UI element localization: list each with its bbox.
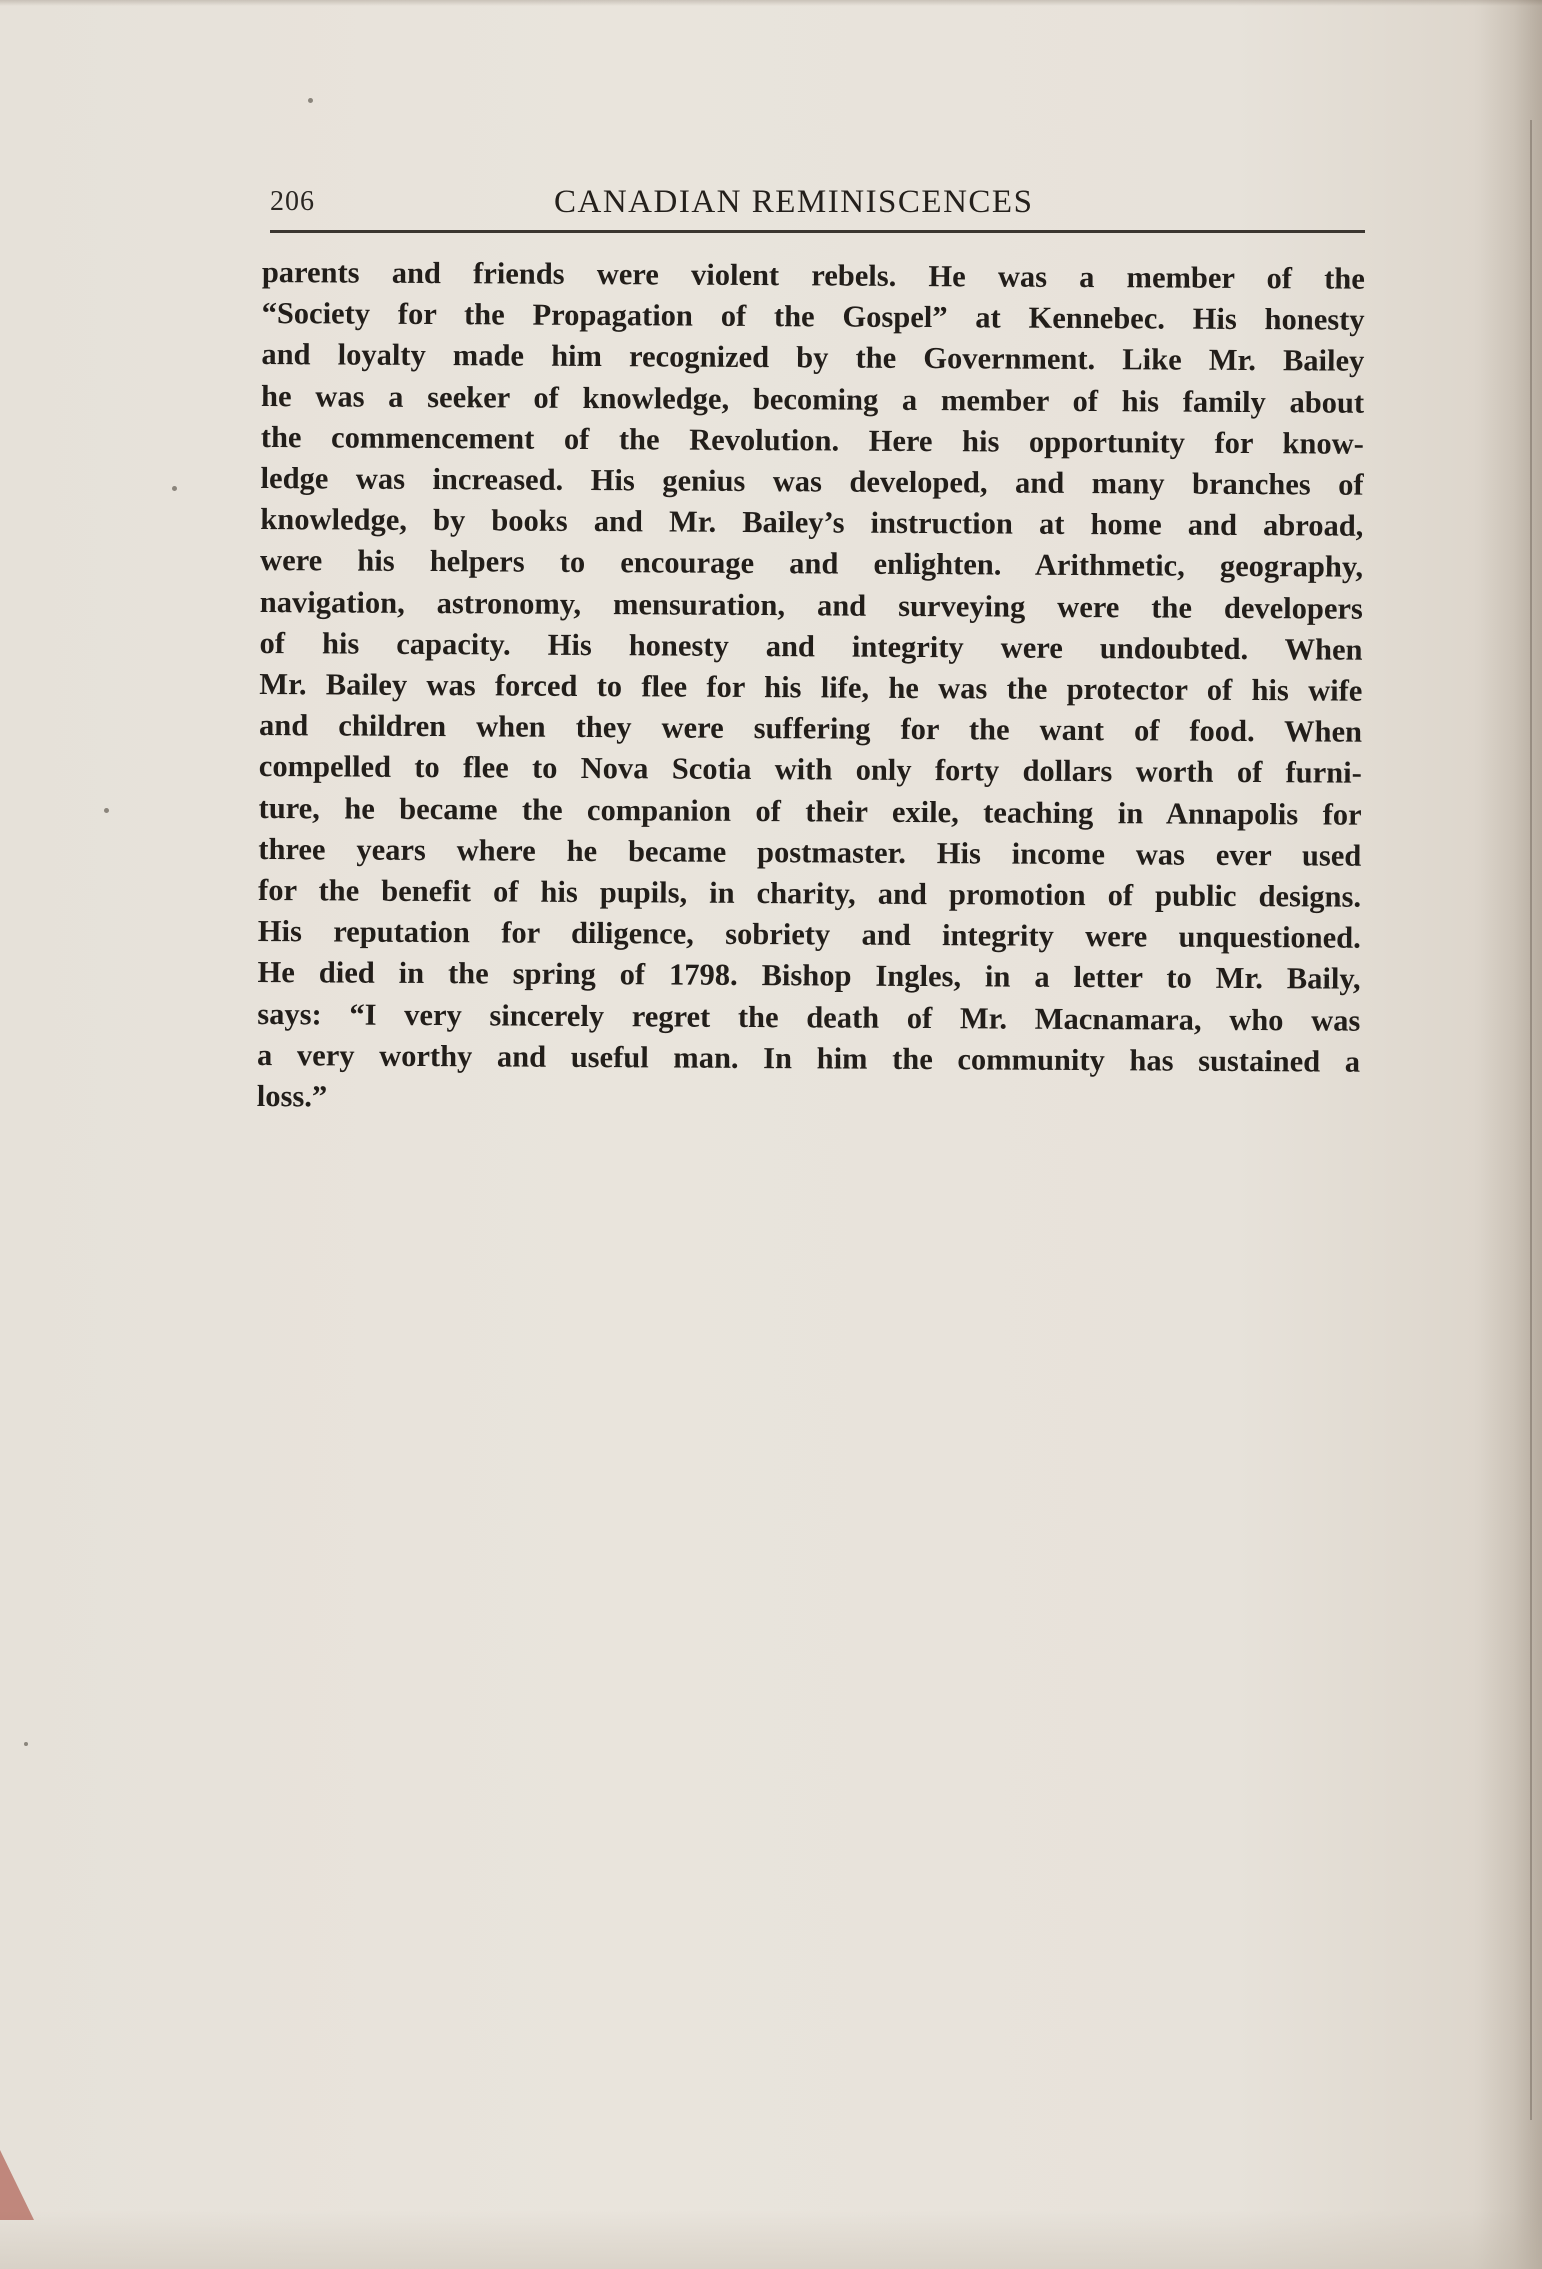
text-line: three years where he became postmaster. His income was ever used: [258, 831, 1362, 873]
paper-speck: [24, 1742, 28, 1746]
page-header: [270, 178, 1365, 238]
text-line: ture, he became the companion of their exile, teaching in Annapolis for: [258, 790, 1362, 832]
text-line: compelled to flee to Nova Scotia with only forty dollars worth of furni-: [258, 749, 1362, 791]
text-line: Mr. Bailey was forced to flee for his life, he was the protector of his wife: [259, 667, 1363, 708]
text-line: ledge was increased. His genius was developed, and many branches of: [260, 461, 1364, 502]
text-line: navigation, astronomy, mensuration, and surveying were the developers: [259, 584, 1363, 626]
running-title: CANADIAN REMINISCENCES: [554, 184, 1034, 220]
text-line: and loyalty made him recognized by the Government. Like Mr. Bailey: [261, 337, 1365, 379]
text-line-last: loss.”: [256, 1079, 328, 1114]
text-line: he was a seeker of knowledge, becoming a member of his family about: [261, 378, 1365, 420]
text-line: knowledge, by books and Mr. Bailey’s instruction at home and abroad,: [260, 502, 1364, 543]
text-line: “Society for the Propagation of the Gospel” at Kennebec. His honesty: [261, 296, 1365, 337]
text-line: and children when they were suffering for the want of food. When: [259, 708, 1363, 749]
text-line: says: “I very sincerely regret the death of Mr. Macnamara, who was: [257, 996, 1361, 1038]
text-line: for the benefit of his pupils, in charity, and promotion of public designs.: [257, 873, 1362, 914]
text-line: a very worthy and useful man. In him the community has sustained a: [256, 1037, 1361, 1079]
header-rule: [270, 230, 1365, 233]
text-line: the commencement of the Revolution. Here his opportunity for know-: [260, 419, 1364, 461]
text-line: parents and friends were violent rebels. He was a member of the: [261, 254, 1365, 296]
paper-speck: [172, 486, 177, 491]
text-line: He died in the spring of 1798. Bishop Ingles, in a letter to Mr. Baily,: [257, 955, 1361, 997]
body-paragraph: [257, 252, 1365, 1124]
corner-tab-mark: [0, 2150, 34, 2220]
page-bottom-shade: [0, 2210, 1542, 2269]
page-top-shadow: [0, 0, 1542, 6]
page-number: 206: [270, 186, 315, 217]
text-line: were his helpers to encourage and enlighten. Arithmetic, geography,: [260, 543, 1364, 585]
paper-speck: [104, 808, 109, 813]
paper-speck: [308, 98, 313, 103]
text-line: His reputation for diligence, sobriety and integrity were unquestioned.: [257, 914, 1361, 955]
text-line: of his capacity. His honesty and integrity were undoubted. When: [259, 625, 1363, 667]
page-edge-line: [1530, 120, 1532, 2120]
